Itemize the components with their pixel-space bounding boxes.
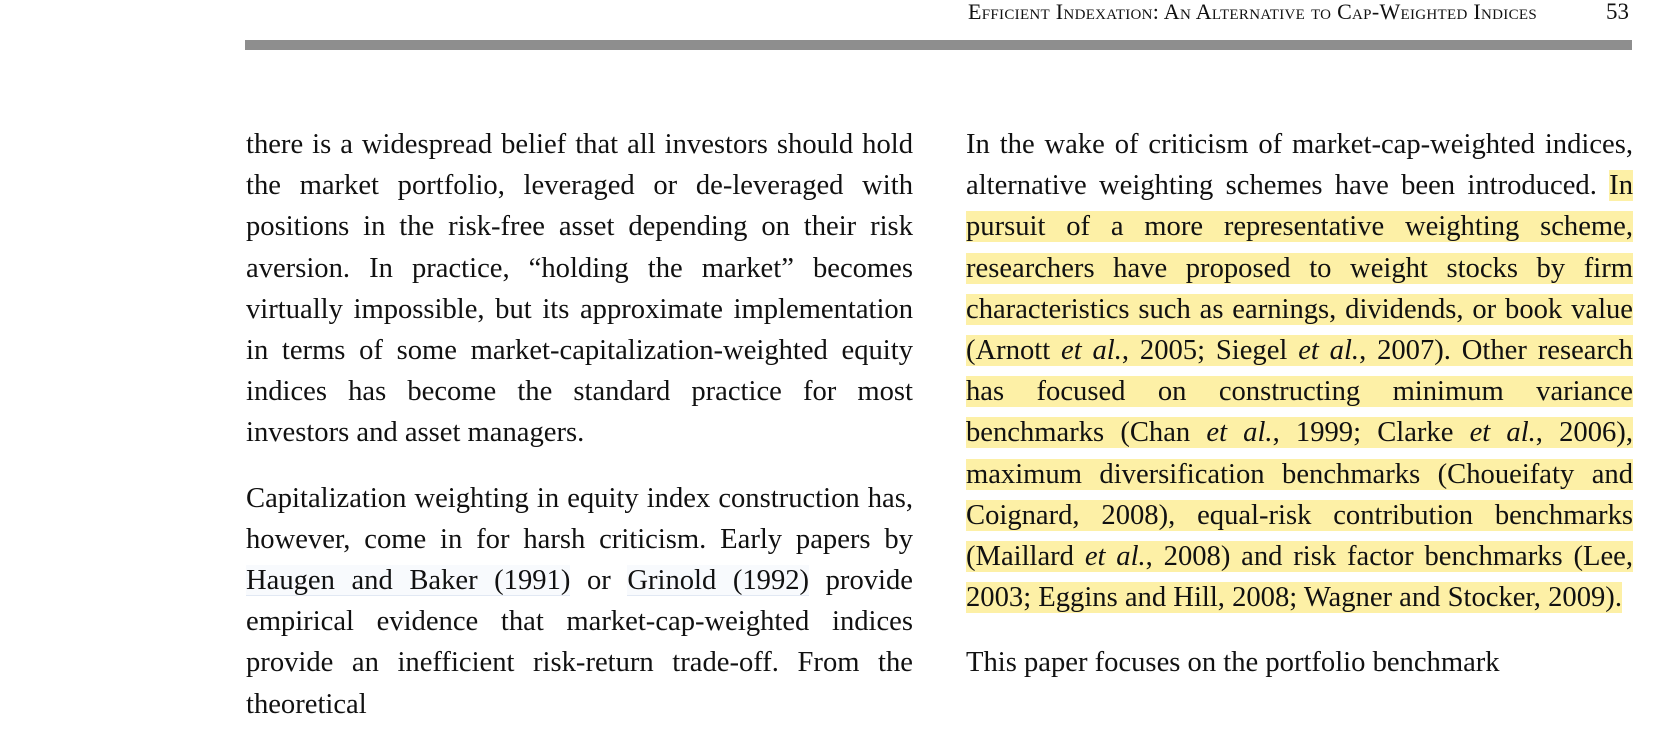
highlight-text-6: , 2008) and risk factor benchmarks (Lee, 2003; Eggins and Hill, 2008; Wagner and Stocker, 2009). [966, 541, 1633, 614]
et-al-clarke: et al. [1469, 417, 1536, 449]
et-al-maillard: et al. [1084, 541, 1146, 573]
left-paragraph-2-text-a: Capitalization weighting in equity index construction has, however, come in for harsh criticism. Early papers by [246, 482, 913, 555]
left-paragraph-2-text-b: or [570, 565, 628, 597]
right-paragraph-1-plain: In the wake of criticism of market-cap-weighted indices, alternative weighting schemes have been introduced. [966, 129, 1633, 202]
citation-link-haugen-baker[interactable]: Haugen and Baker (1991) [246, 565, 571, 597]
citation-link-grinold[interactable]: Grinold (1992) [627, 565, 810, 597]
highlighted-passage[interactable] [966, 170, 1633, 613]
et-al-siegel: et al. [1298, 335, 1360, 367]
right-paragraph-2: This paper focuses on the portfolio benchmark [966, 647, 1500, 679]
highlight-text-1: In pursuit of a more representative weighting scheme, researchers have proposed to weight stocks by firm characteristics such as earnings, dividends, or book value (Arnott [966, 170, 1633, 367]
page-number: 53 [1606, 0, 1629, 24]
left-paragraph-1: there is a widespread belief that all investors should hold the market portfolio, leveraged or de-leveraged with positions in the risk-free asset depending on their risk aversion. In practice, “holding the market” becomes virtually impossible, but its approximate implementation in terms of some market-capitalization-weighted equity indices has become the standard practice for most investors and asset managers. [246, 129, 913, 449]
highlight-text-3: , 2007). Other research has focused on constructing minimum variance benchmarks (Chan [966, 335, 1633, 449]
right-paragraph-1 [966, 124, 1633, 618]
left-paragraph-2 [246, 478, 913, 725]
et-al-arnott: et al. [1061, 335, 1122, 367]
et-al-chan: et al. [1206, 417, 1273, 449]
left-paragraph-2-text-c: provide empirical evidence that market-cap-weighted indices provide an inefficient risk-return trade-off. From the theoretical [246, 565, 913, 720]
header-rule [245, 40, 1632, 50]
highlight-text-5: , 2006), maximum diversification benchmarks (Choueifaty and Coignard, 2008), equal-risk contribution benchmarks (Maillard [966, 417, 1633, 573]
page-header [245, 0, 1633, 36]
highlight-text-2: , 2005; Siegel [1121, 335, 1299, 367]
highlight-text-4: , 1999; Clarke [1272, 417, 1470, 449]
running-title: Efficient Indexation: An Alternative to Cap-Weighted Indices [968, 0, 1537, 24]
right-column [966, 124, 1633, 708]
left-column [246, 124, 913, 749]
